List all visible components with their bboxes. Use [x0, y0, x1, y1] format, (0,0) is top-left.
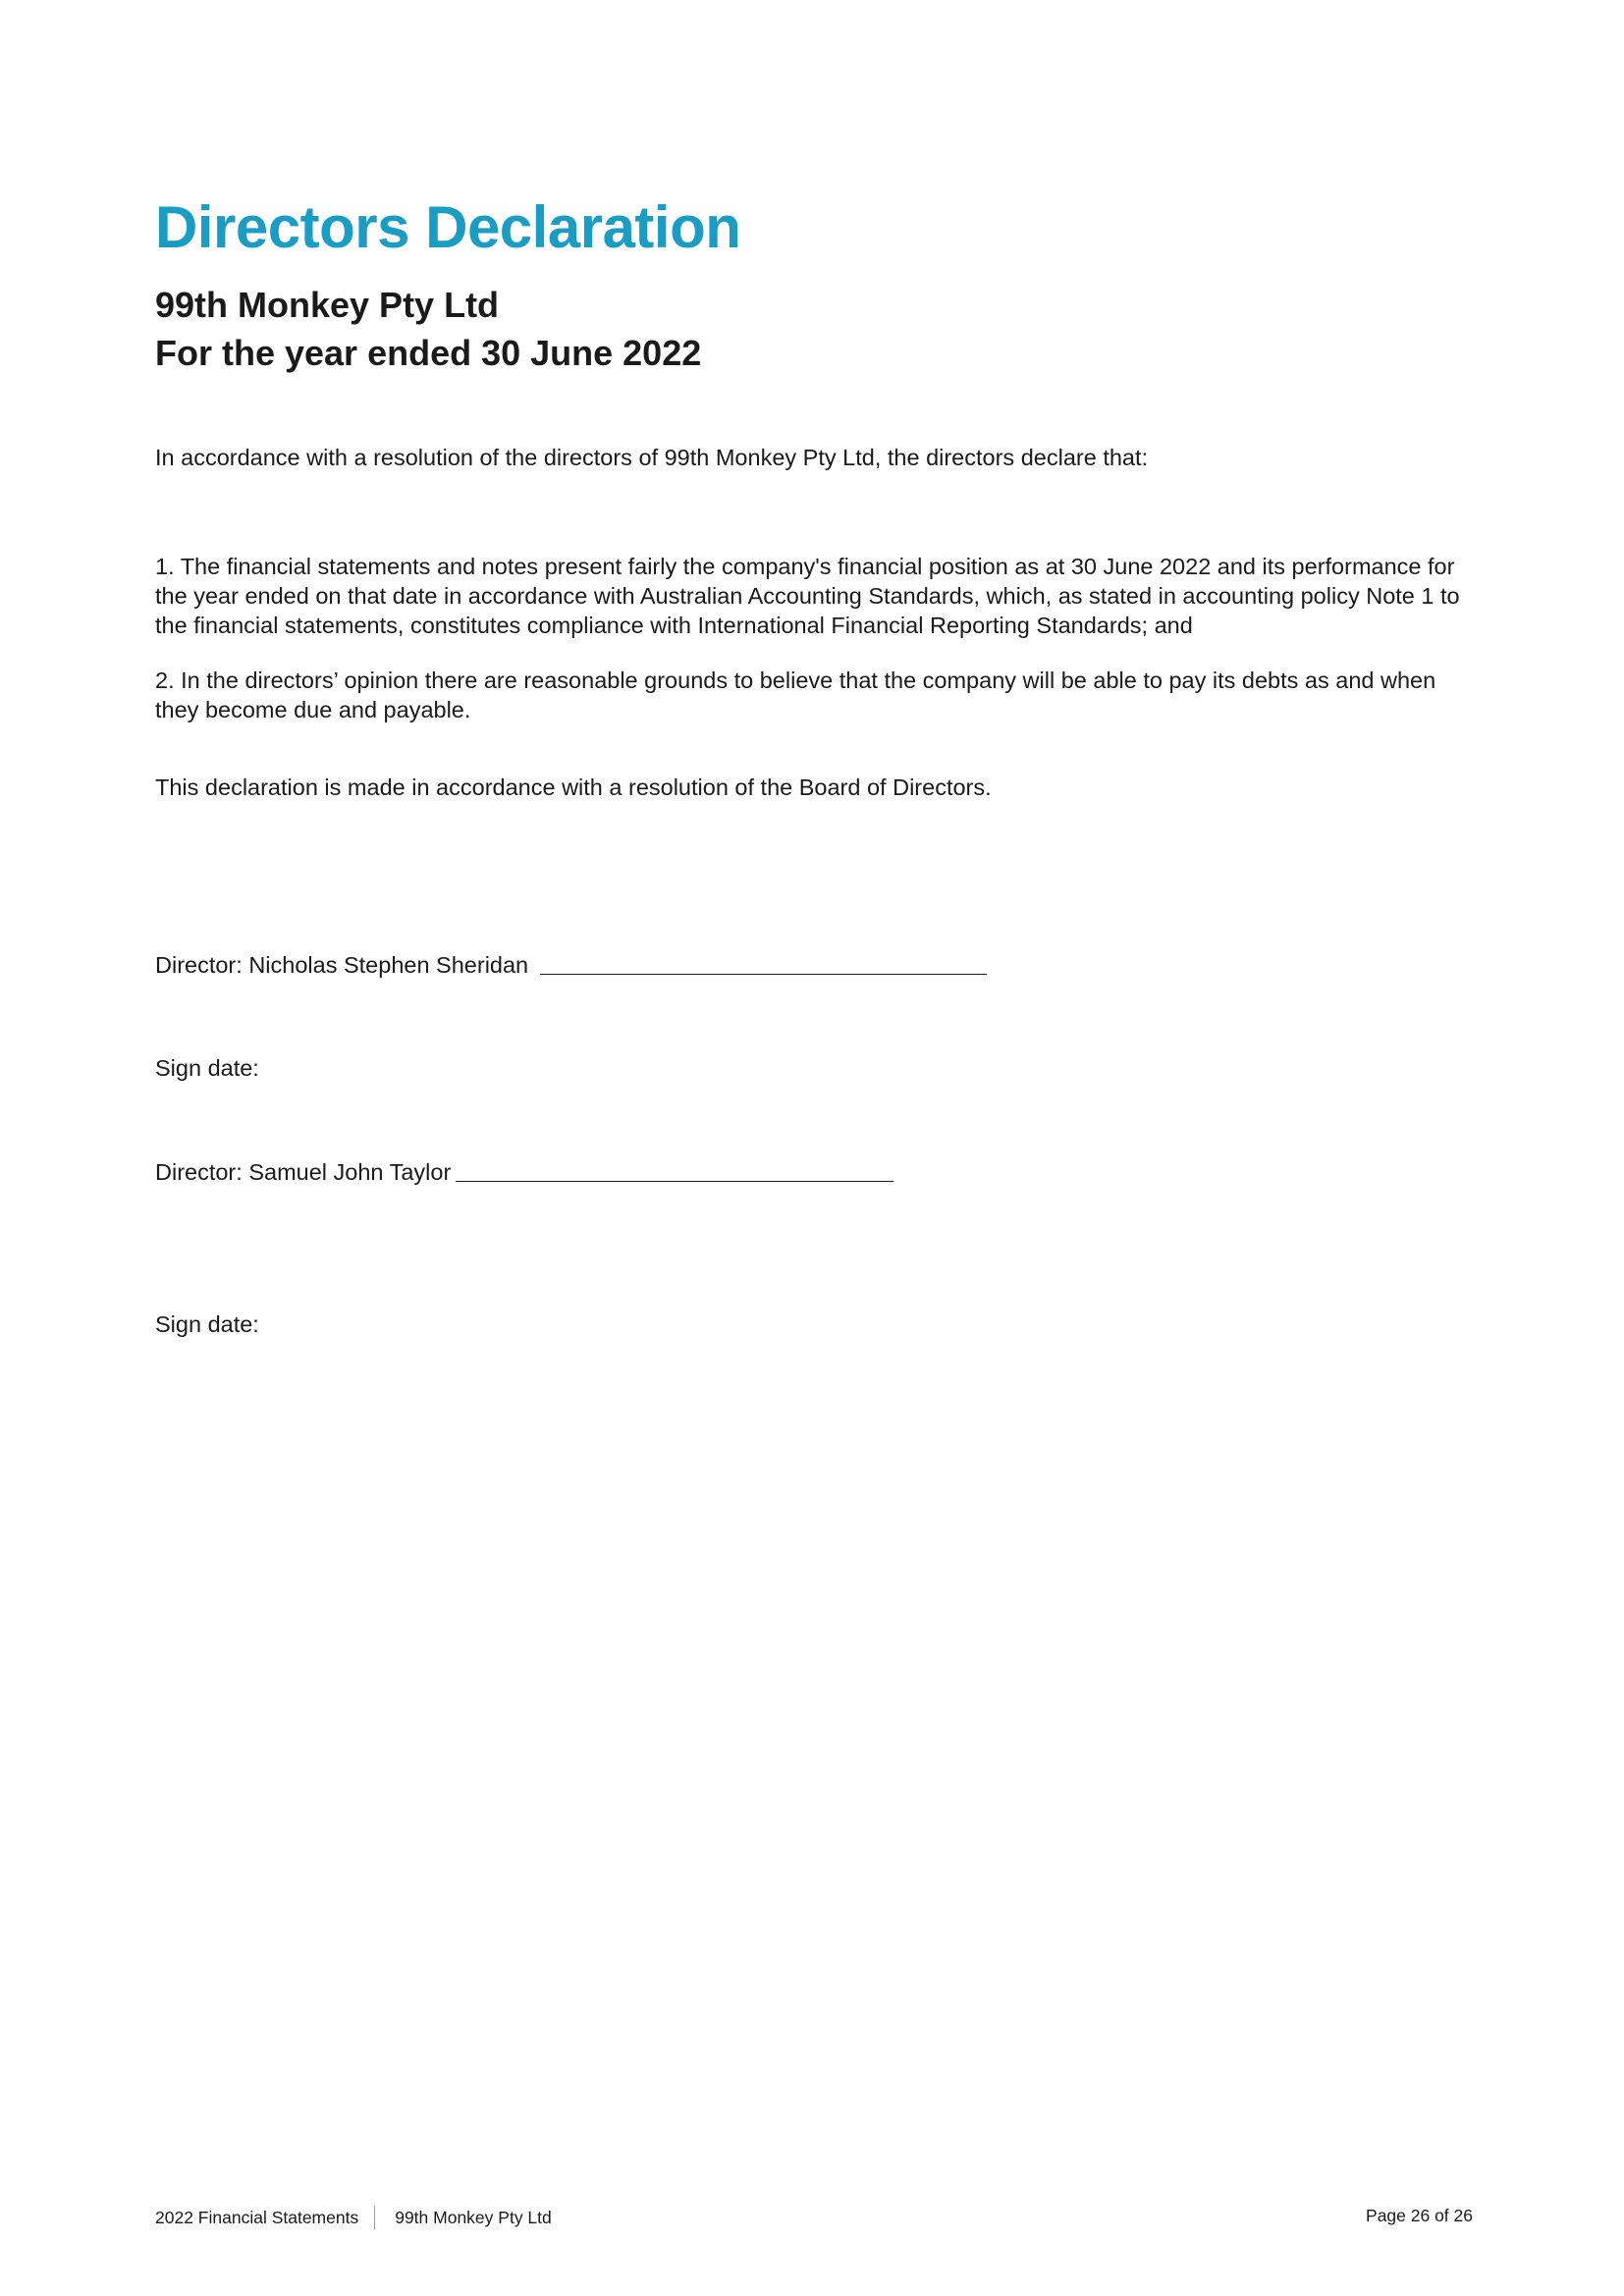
sign-date-label: Sign date: — [155, 1055, 259, 1081]
sign-date-label: Sign date: — [155, 1311, 259, 1337]
footer-divider — [374, 2206, 375, 2229]
footer-company: 99th Monkey Pty Ltd — [395, 2207, 552, 2227]
director-label: Director: Nicholas Stephen Sheridan — [155, 952, 529, 978]
footer-report-title: 2022 Financial Statements — [155, 2207, 359, 2227]
signature-block-2 — [155, 1157, 893, 1187]
closing-paragraph: This declaration is made in accordance with a resolution of the Board of Directors. — [155, 774, 992, 800]
declaration-item-1: 1. The financial statements and notes present fairly the company's financial position as at 30 June 2022 and its performance for the year ended on that date in accordance with Australian Accounting Standards, which, as stated in accounting policy Note 1 to the financial statements, constitutes compliance with International Financial Reporting Standards; and — [155, 554, 1460, 638]
reporting-period: For the year ended 30 June 2022 — [155, 333, 702, 373]
page-footer — [155, 2206, 1473, 2229]
signature-line — [540, 974, 987, 975]
declaration-item-2: 2. In the directors’ opinion there are reasonable grounds to believe that the company will be able to pay its debts as and when they become due and payable. — [155, 667, 1436, 722]
footer-left — [155, 2206, 552, 2229]
page-number: Page 26 of 26 — [1366, 2206, 1473, 2225]
director-label: Director: Samuel John Taylor — [155, 1159, 452, 1185]
company-name: 99th Monkey Pty Ltd — [155, 285, 500, 325]
page-title: Directors Declaration — [155, 194, 741, 260]
signature-block-1 — [155, 950, 987, 980]
intro-paragraph: In accordance with a resolution of the directors of 99th Monkey Pty Ltd, the directors declare that: — [155, 445, 1149, 470]
signature-line — [456, 1181, 893, 1182]
